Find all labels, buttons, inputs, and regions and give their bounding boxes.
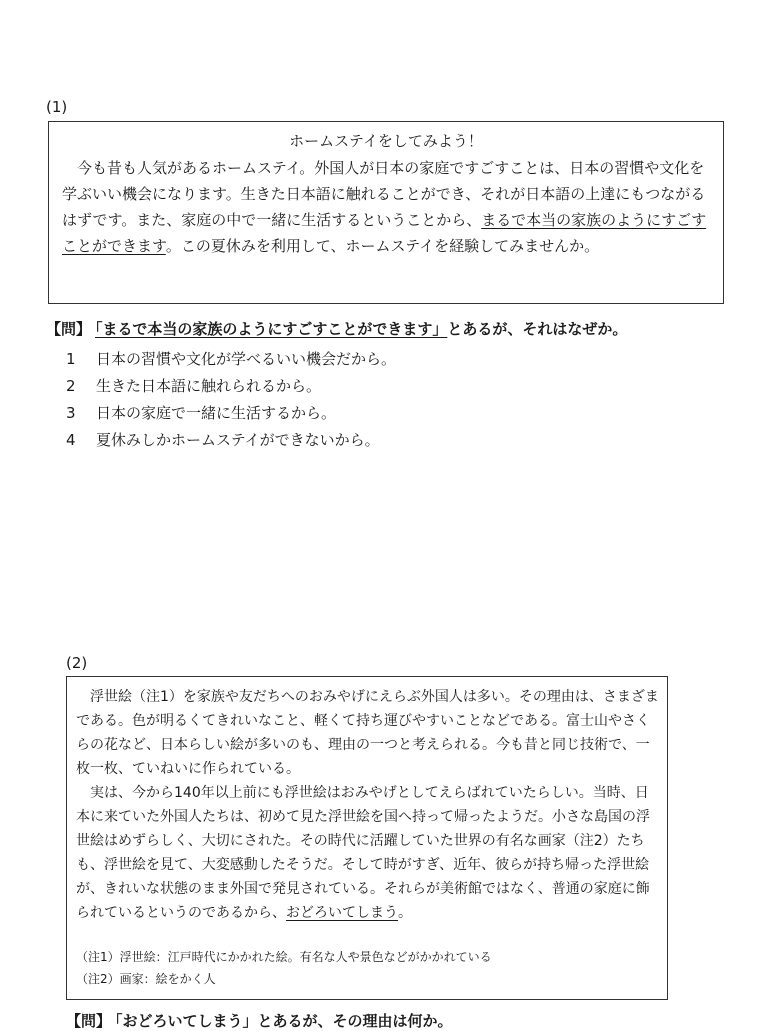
choice-number: 1 (66, 350, 76, 368)
section2-label: (2) (66, 654, 88, 672)
paragraph-text: 。この夏休みを利用して、ホームステイを経験してみませんか。 (165, 237, 600, 255)
question-tag: 【問】 (46, 320, 92, 338)
answer-choices (66, 346, 396, 454)
footnote-1: （注1）浮世絵：江戸時代にかかれた絵。有名な人や景色などがかかれている (76, 950, 492, 964)
choice-item[interactable] (66, 400, 396, 427)
choice-number: 3 (66, 404, 76, 422)
choice-item[interactable] (66, 427, 396, 454)
section1-label: (1) (46, 98, 68, 116)
choice-number: 4 (66, 431, 76, 449)
footnotes (76, 946, 662, 990)
choice-text: 日本の家庭で一緒に生活するから。 (96, 404, 337, 422)
paragraph-text: 。 (398, 905, 412, 921)
reading-paragraph-1 (62, 155, 714, 259)
paragraph-text: 実は、今から140年以上前にも浮世絵はおみやげとしてえらばれていたらしい。当時、日本に来ていた外国人たちは、初めて見た浮世絵を国へ持って帰ったようだ。小さな島国の浮世絵はめずらしく、大切にされた。その時代に活躍していた世界の有名な画家（注2）たちも、浮世絵を見て、大変感動したそうだ。そして時がすぎ、近年、彼らが持ち帰った浮世絵が、きれいな状態のまま外国で発見されている。それらが美術館ではなく、普通の家庭に飾られているというのであるから、 (76, 785, 650, 921)
reading-title-1: ホームステイをしてみよう！ (289, 132, 483, 150)
choice-item[interactable] (66, 346, 396, 373)
paragraph-text: 今も昔も人気があるホームステイ。外国人が日本の家庭ですごすことは、日本の習慣や文化を学ぶいい機会になります。生きた日本語に触れることができ、それが日本語の上達にもつながるはずです。また、家庭の中で一緒に生活するということから、 (62, 159, 706, 229)
choice-number: 2 (66, 377, 76, 395)
question-tag: 【問】 (66, 1012, 112, 1030)
underlined-phrase: おどろいてしまう (286, 905, 398, 921)
underlined-phrase: まるで本当の家族のようにすごすことができます (62, 211, 707, 255)
question-text: とあるが、それはなぜか。 (447, 320, 628, 338)
question-1 (46, 318, 627, 339)
footnote-2: （注2）画家：絵をかく人 (76, 972, 216, 986)
choice-text: 日本の習慣や文化が学べるいい機会だから。 (96, 350, 397, 368)
question-2 (66, 1010, 453, 1031)
choice-item[interactable] (66, 373, 396, 400)
question-text: 「おどろいてしまう」とあるが、その理由は何か。 (115, 1012, 453, 1030)
question-quote: 「まるで本当の家族のようにすごすことができます」 (95, 320, 448, 338)
choice-text: 生きた日本語に触れられるから。 (96, 377, 322, 395)
choice-text: 夏休みしかホームステイができないから。 (96, 431, 380, 449)
reading-paragraph-2b (76, 781, 662, 925)
reading-paragraph-2a: 浮世絵（注1）を家族や友だちへのおみやげにえらぶ外国人は多い。その理由は、さまざまである。色が明るくてきれいなこと、軽くて持ち運びやすいことなどである。富士山やさくらの花など、日本らしい絵が多いのも、理由の一つと考えられる。今も昔と同じ技術で、一枚一枚、ていねいに作られている。 (76, 689, 659, 777)
